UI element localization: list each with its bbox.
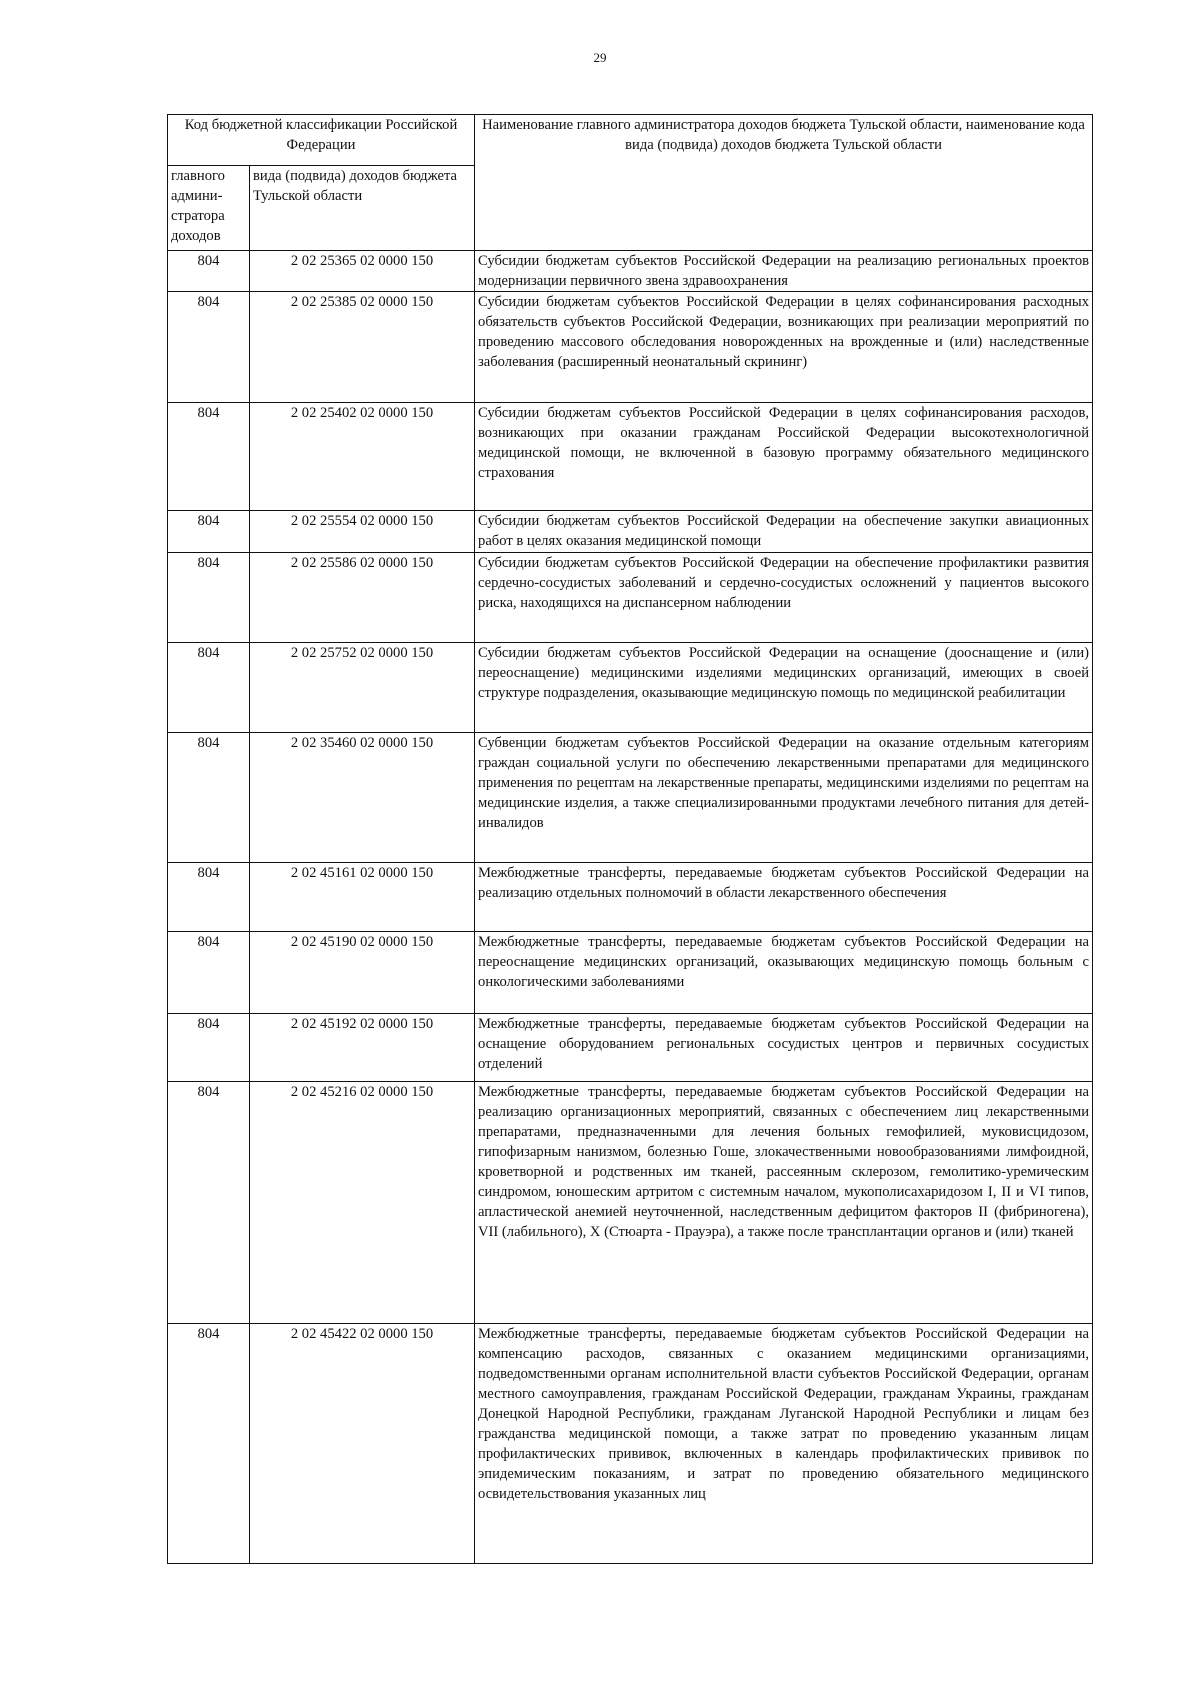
revenue-name-cell: Субвенции бюджетам субъектов Российской Федерации на оказание отдельным категориям граждан социальной услуги по обеспечению лекарственными препаратами для медицинского применения по рецептам на лекарственные препараты, медицинскими изделиями по рецептам на медицинские изделия, а также специализированными продуктами лечебного питания для детей-инвалидов bbox=[475, 733, 1093, 863]
revenue-name-cell: Субсидии бюджетам субъектов Российской Федерации на обеспечение профилактики развития сердечно-сосудистых заболеваний и сердечно-сосудистых осложнений у пациентов высокого риска, находящихся на диспансерном наблюдении bbox=[475, 553, 1093, 643]
header-administrator-name: Наименование главного администратора доходов бюджета Тульской области, наименование кода вида (подвида) доходов бюджета Тульской области bbox=[475, 115, 1093, 251]
admin-code-cell: 804 bbox=[168, 292, 250, 403]
revenue-name-cell: Субсидии бюджетам субъектов Российской Федерации в целях софинансирования расходных обязательств субъектов Российской Федерации, возникающих при реализации мероприятий по проведению массового обследования новорожденных на врожденные и (или) наследственные заболевания (расширенный неонатальный скрининг) bbox=[475, 292, 1093, 403]
admin-code-cell: 804 bbox=[168, 733, 250, 863]
table-row bbox=[168, 1082, 1093, 1324]
table-row bbox=[168, 553, 1093, 643]
revenue-code-cell: 2 02 25554 02 0000 150 bbox=[250, 511, 475, 553]
admin-code-cell: 804 bbox=[168, 251, 250, 292]
revenue-code-table bbox=[167, 114, 1093, 1564]
header-revenue-type-code: вида (подвида) доходов бюджета Тульской области bbox=[250, 166, 475, 251]
admin-code-cell: 804 bbox=[168, 511, 250, 553]
table-row bbox=[168, 251, 1093, 292]
revenue-code-cell: 2 02 25752 02 0000 150 bbox=[250, 643, 475, 733]
revenue-name-cell: Субсидии бюджетам субъектов Российской Федерации на оснащение (дооснащение и (или) переоснащение) медицинскими изделиями медицинских организаций, имеющих в своей структуре подразделения, оказывающие медицинскую помощь по медицинской реабилитации bbox=[475, 643, 1093, 733]
revenue-name-cell: Межбюджетные трансферты, передаваемые бюджетам субъектов Российской Федерации на компенсацию расходов, связанных с оказанием медицинскими организациями, подведомственными органам исполнительной власти субъектов Российской Федерации, органам местного самоуправления, гражданам Российской Федерации, гражданам Украины, гражданам Донецкой Народной Республики, гражданам Луганской Народной Республики и лицам без гражданства медицинской помощи, а также затрат по проведению указанным лицам профилактических прививок, включенных в календарь профилактических прививок по эпидемическим показаниям, и затрат по проведению обязательного медицинского освидетельствования указанных лиц bbox=[475, 1324, 1093, 1564]
table-row bbox=[168, 643, 1093, 733]
revenue-name-cell: Субсидии бюджетам субъектов Российской Федерации на обеспечение закупки авиационных работ в целях оказания медицинской помощи bbox=[475, 511, 1093, 553]
revenue-code-cell: 2 02 35460 02 0000 150 bbox=[250, 733, 475, 863]
revenue-name-cell: Межбюджетные трансферты, передаваемые бюджетам субъектов Российской Федерации на переоснащение медицинских организаций, оказывающих медицинскую помощь больным с онкологическими заболеваниями bbox=[475, 932, 1093, 1014]
admin-code-cell: 804 bbox=[168, 553, 250, 643]
admin-code-cell: 804 bbox=[168, 863, 250, 932]
page-number: 29 bbox=[593, 50, 607, 65]
admin-code-cell: 804 bbox=[168, 932, 250, 1014]
admin-code-cell: 804 bbox=[168, 1082, 250, 1324]
revenue-code-cell: 2 02 25385 02 0000 150 bbox=[250, 292, 475, 403]
revenue-name-cell: Межбюджетные трансферты, передаваемые бюджетам субъектов Российской Федерации на реализацию отдельных полномочий в области лекарственного обеспечения bbox=[475, 863, 1093, 932]
revenue-code-cell: 2 02 45190 02 0000 150 bbox=[250, 932, 475, 1014]
table-row bbox=[168, 403, 1093, 511]
table-row bbox=[168, 511, 1093, 553]
revenue-name-cell: Субсидии бюджетам субъектов Российской Федерации на реализацию региональных проектов модернизации первичного звена здравоохранения bbox=[475, 251, 1093, 292]
revenue-name-cell: Межбюджетные трансферты, передаваемые бюджетам субъектов Российской Федерации на оснащение оборудованием региональных сосудистых центров и первичных сосудистых отделений bbox=[475, 1014, 1093, 1082]
admin-code-cell: 804 bbox=[168, 1014, 250, 1082]
table-row bbox=[168, 733, 1093, 863]
revenue-code-cell: 2 02 25586 02 0000 150 bbox=[250, 553, 475, 643]
table-row bbox=[168, 1014, 1093, 1082]
admin-code-cell: 804 bbox=[168, 1324, 250, 1564]
header-main-administrator: главного админи-стратора доходов bbox=[168, 166, 250, 251]
table-row bbox=[168, 1324, 1093, 1564]
revenue-code-cell: 2 02 45422 02 0000 150 bbox=[250, 1324, 475, 1564]
table-row bbox=[168, 292, 1093, 403]
revenue-name-cell: Межбюджетные трансферты, передаваемые бюджетам субъектов Российской Федерации на реализацию организационных мероприятий, связанных с обеспечением лиц лекарственными препаратами, предназначенными для лечения больных гемофилией, муковисцидозом, гипофизарным нанизмом, болезнью Гоше, злокачественными новообразованиями лимфоидной, кроветворной и родственных им тканей, рассеянным склерозом, гемолитико-уремическим синдромом, юношеским артритом с системным началом, мукополисахаридозом I, II и VI типов, апластической анемией неуточненной, наследственным дефицитом факторов II (фибриногена), VII (лабильного), X (Стюарта - Прауэра), а также после трансплантации органов и (или) тканей bbox=[475, 1082, 1093, 1324]
table-row bbox=[168, 863, 1093, 932]
revenue-code-cell: 2 02 25402 02 0000 150 bbox=[250, 403, 475, 511]
revenue-code-cell: 2 02 45192 02 0000 150 bbox=[250, 1014, 475, 1082]
admin-code-cell: 804 bbox=[168, 643, 250, 733]
header-budget-classification: Код бюджетной классификации Российской Федерации bbox=[168, 115, 475, 166]
revenue-code-cell: 2 02 45216 02 0000 150 bbox=[250, 1082, 475, 1324]
revenue-name-cell: Субсидии бюджетам субъектов Российской Федерации в целях софинансирования расходов, возникающих при оказании гражданам Российской Федерации высокотехнологичной медицинской помощи, не включенной в базовую программу обязательного медицинского страхования bbox=[475, 403, 1093, 511]
admin-code-cell: 804 bbox=[168, 403, 250, 511]
table-row bbox=[168, 932, 1093, 1014]
revenue-code-cell: 2 02 25365 02 0000 150 bbox=[250, 251, 475, 292]
revenue-code-cell: 2 02 45161 02 0000 150 bbox=[250, 863, 475, 932]
